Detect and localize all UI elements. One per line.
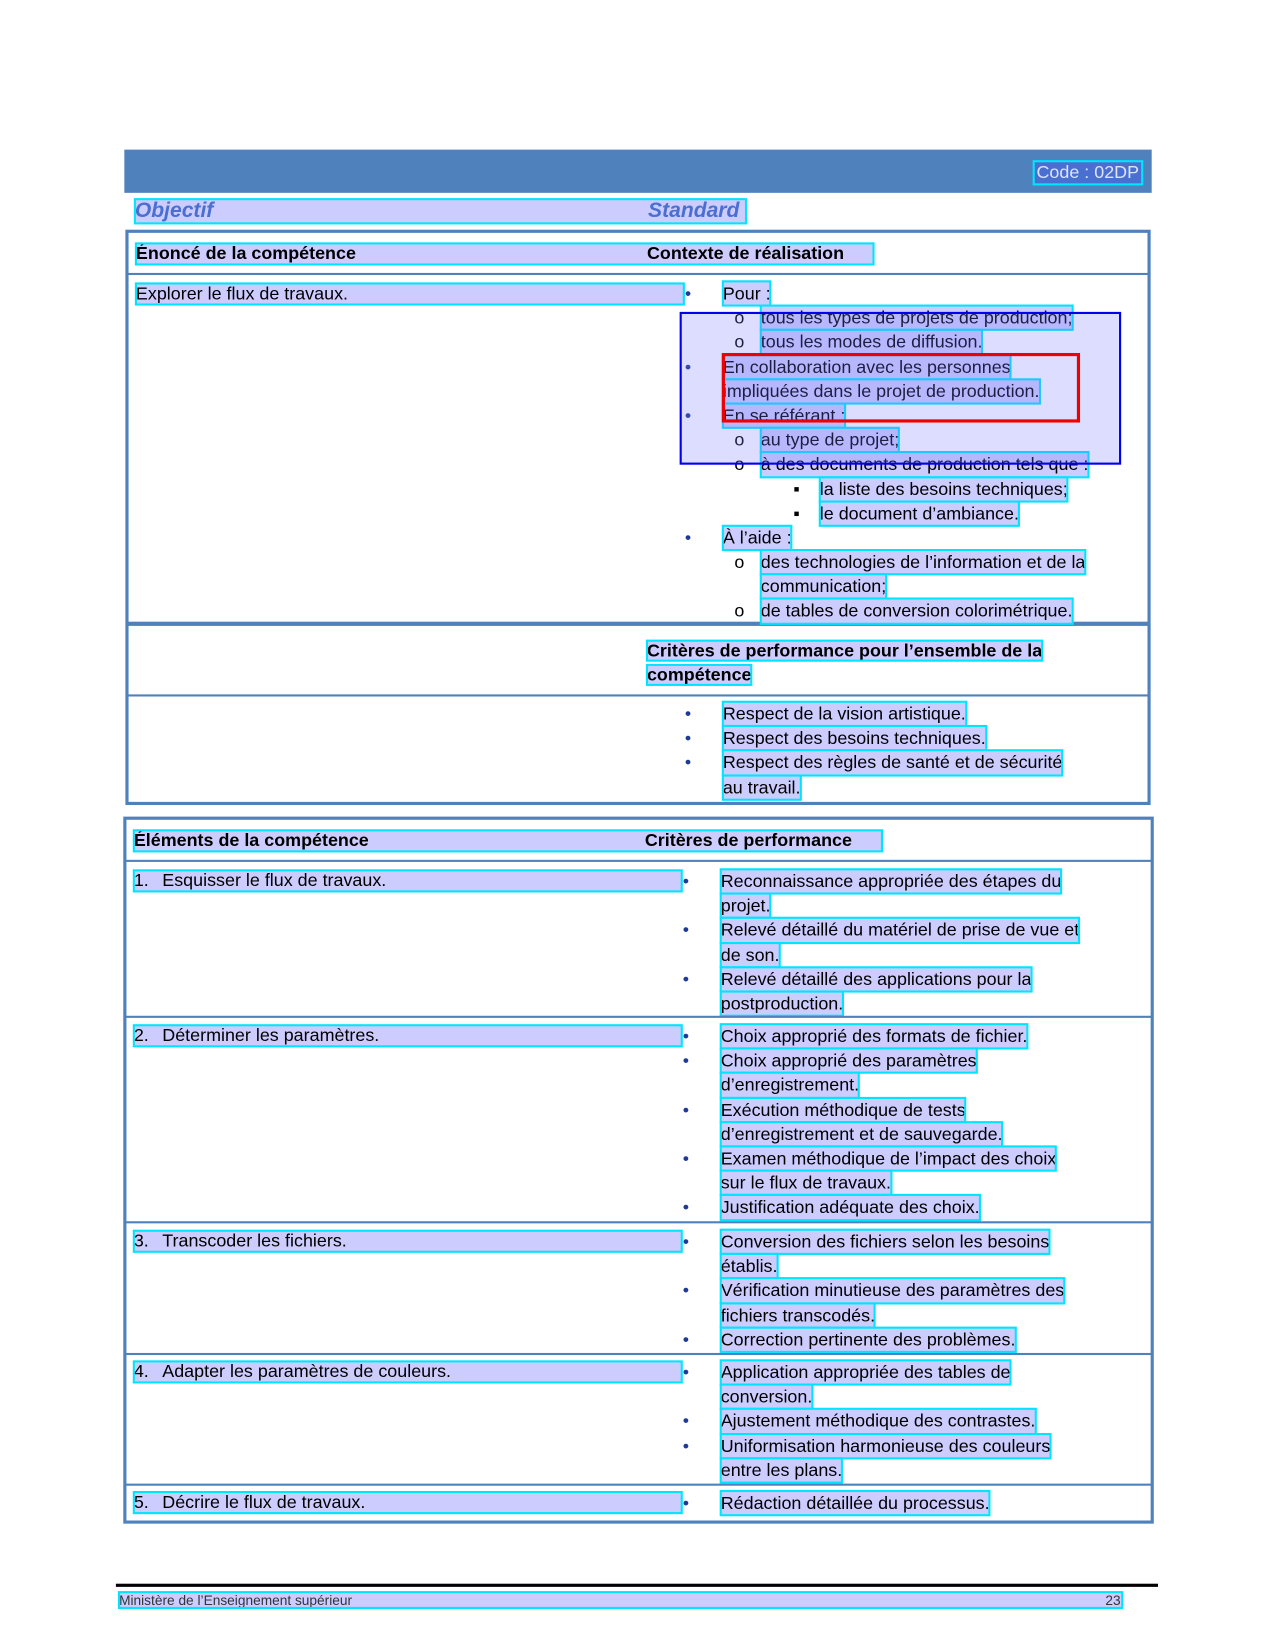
bullet-icon: • <box>684 405 692 426</box>
enonce-title: Énoncé de la compétence <box>135 243 356 264</box>
list-item-line <box>672 1073 1146 1097</box>
element-number: 2. <box>133 1025 149 1046</box>
list-item-line <box>672 1049 1146 1073</box>
list-item-line <box>672 1303 1146 1327</box>
bullet-icon: • <box>684 752 692 773</box>
highlight-rectangle <box>722 353 1080 423</box>
performance-header: Critères de performance <box>644 830 852 851</box>
element-criteria <box>672 1230 1146 1352</box>
bullet-icon: • <box>682 1026 690 1047</box>
bullet-icon: • <box>682 1099 690 1120</box>
element-criteria <box>672 1024 1146 1219</box>
criteria-overall-list <box>674 702 1148 800</box>
circle-bullet-icon: o <box>734 454 745 475</box>
list-item-text: au travail. <box>723 775 801 799</box>
list-item-text: Respect des besoins techniques. <box>723 726 986 750</box>
list-item-text: de tables de conversion colorimétrique. <box>761 599 1073 623</box>
element-number: 5. <box>133 1492 149 1513</box>
bullet-icon: • <box>684 283 692 304</box>
bullet-icon: • <box>682 871 690 892</box>
list-item-line <box>674 775 1148 799</box>
criteria-overall-header <box>647 639 1042 688</box>
circle-bullet-icon: o <box>734 307 745 328</box>
element-text: Déterminer les paramètres. <box>162 1025 380 1046</box>
list-item-text: Conversion des fichiers selon les besoins <box>721 1230 1050 1254</box>
list-item-text: Choix approprié des paramètres <box>721 1049 977 1073</box>
list-item-text: d’enregistrement et de sauvegarde. <box>721 1122 1003 1146</box>
footer-ministry <box>119 1592 1122 1608</box>
list-item-line <box>672 1146 1146 1170</box>
element-label <box>134 1361 682 1382</box>
list-item-text: Pour : <box>723 281 771 305</box>
list-item-text: En se référant : <box>723 404 845 428</box>
element-text: Adapter les paramètres de couleurs. <box>162 1361 452 1382</box>
list-item-text: communication; <box>761 575 886 599</box>
bullet-icon: • <box>682 920 690 941</box>
bullet-icon: • <box>682 969 690 990</box>
element-label <box>134 870 682 891</box>
bullet-icon: • <box>684 728 692 749</box>
element-label <box>134 1492 682 1513</box>
list-item-line <box>672 1409 1146 1433</box>
list-item-line <box>672 1171 1146 1195</box>
list-item-text: entre les plans. <box>721 1458 842 1482</box>
list-item-line <box>672 1434 1146 1458</box>
element-label <box>134 1025 682 1046</box>
list-item-text: projet. <box>721 894 771 918</box>
list-item-line <box>672 1122 1146 1146</box>
standard-label: Standard <box>648 199 740 223</box>
bullet-icon: • <box>682 1362 690 1383</box>
element-text: Esquisser le flux de travaux. <box>162 870 387 891</box>
list-item-line <box>672 1327 1146 1351</box>
list-item-line <box>672 1254 1146 1278</box>
list-item-text: impliquées dans le projet de production. <box>723 379 1040 403</box>
list-item-line <box>672 1195 1146 1219</box>
list-item-line <box>672 918 1146 942</box>
circle-bullet-icon: o <box>734 552 745 573</box>
list-item-text: En collaboration avec les personnes <box>723 355 1011 379</box>
list-item-line <box>672 943 1146 967</box>
divider <box>127 273 1148 275</box>
list-item-line <box>674 575 1148 599</box>
list-item-line <box>674 281 1148 305</box>
list-item-line <box>674 726 1148 750</box>
elements-title: Éléments de la compétence <box>133 830 369 851</box>
list-item-text: Rédaction détaillée du processus. <box>721 1491 990 1515</box>
list-item-text: Correction pertinente des problèmes. <box>721 1327 1016 1351</box>
list-item-line <box>674 702 1148 726</box>
element-number: 1. <box>133 870 149 891</box>
objectif-label: Objectif <box>135 199 746 223</box>
list-item-text: À l’aide : <box>723 526 792 550</box>
list-item-text: tous les modes de diffusion. <box>761 330 983 354</box>
list-item-line <box>672 1458 1146 1482</box>
list-item-text: conversion. <box>721 1385 813 1409</box>
list-item-text: d’enregistrement. <box>721 1073 859 1097</box>
list-item-text: sur le flux de travaux. <box>721 1171 891 1195</box>
list-item-text: établis. <box>721 1254 778 1278</box>
bullet-icon: • <box>684 703 692 724</box>
list-item-text: Vérification minutieuse des paramètres des <box>721 1279 1065 1303</box>
list-item-line <box>674 477 1148 501</box>
list-item-text: à des documents de production tels que : <box>761 452 1089 476</box>
bullet-icon: • <box>684 356 692 377</box>
list-item-text: postproduction. <box>721 991 843 1015</box>
list-item-text: Examen méthodique de l’impact des choix <box>721 1146 1057 1170</box>
list-item-line <box>672 991 1146 1015</box>
list-item-line <box>674 501 1148 525</box>
list-item-line <box>672 1097 1146 1121</box>
list-item-text: Respect de la vision artistique. <box>723 702 966 726</box>
list-item-line <box>672 1230 1146 1254</box>
element-text: Décrire le flux de travaux. <box>162 1492 366 1513</box>
bullet-icon: • <box>682 1231 690 1252</box>
header-bar <box>124 150 1151 193</box>
bullet-icon: • <box>682 1197 690 1218</box>
list-item-text: de son. <box>721 943 780 967</box>
list-item-line <box>672 1279 1146 1303</box>
list-item-text: la liste des besoins techniques; <box>820 477 1068 501</box>
bullet-icon: • <box>682 1411 690 1432</box>
context-header: Contexte de réalisation <box>646 243 845 264</box>
list-item-line <box>674 751 1148 775</box>
list-item-line <box>672 1024 1146 1048</box>
list-item-text: Choix approprié des formats de fichier. <box>721 1024 1028 1048</box>
bullet-icon: • <box>682 1435 690 1456</box>
list-item-text: Reconnaissance appropriée des étapes du <box>721 869 1062 893</box>
divider <box>125 860 1151 862</box>
list-item-text: Relevé détaillé du matériel de prise de vue et <box>721 918 1079 942</box>
ministry-text: Ministère de l’Enseignement supérieur <box>119 1592 353 1608</box>
list-item-line <box>674 526 1148 550</box>
list-item-text: des technologies de l’information et de la <box>761 550 1086 574</box>
row-divider <box>125 1221 1151 1223</box>
bullet-icon: • <box>682 1148 690 1169</box>
list-item-text: Uniformisation harmonieuse des couleurs <box>721 1434 1051 1458</box>
list-item-text: Ajustement méthodique des contrastes. <box>721 1409 1036 1433</box>
circle-bullet-icon: o <box>734 601 745 622</box>
bullet-icon: • <box>684 527 692 548</box>
list-item-line <box>672 967 1146 991</box>
element-criteria <box>672 1360 1146 1482</box>
element-text: Transcoder les fichiers. <box>162 1230 347 1251</box>
page-number: 23 <box>1105 1592 1121 1608</box>
footer-rule <box>116 1584 1158 1587</box>
program-code: Code : 02DP <box>1034 162 1141 183</box>
list-item-text: Relevé détaillé des applications pour la <box>721 967 1032 991</box>
circle-bullet-icon: o <box>734 332 745 353</box>
row-divider <box>125 1016 1151 1018</box>
list-item-line <box>672 1360 1146 1384</box>
list-item-text: Respect des règles de santé et de sécurité <box>723 751 1063 775</box>
list-item-text: au type de projet; <box>761 428 899 452</box>
list-item-line <box>672 1491 1146 1515</box>
list-item-text: le document d’ambiance. <box>820 501 1019 525</box>
element-criteria <box>672 869 1146 1016</box>
list-item-line <box>672 1385 1146 1409</box>
element-number: 3. <box>133 1230 149 1251</box>
bullet-icon: • <box>682 1493 690 1514</box>
row-divider <box>125 1353 1151 1355</box>
competence-statement: Explorer le flux de travaux. <box>136 283 684 304</box>
element-label <box>134 1231 682 1252</box>
list-item-text: Application appropriée des tables de <box>721 1360 1011 1384</box>
list-item-text: tous les types de projets de production; <box>761 306 1073 330</box>
list-item-line <box>674 599 1148 623</box>
divider <box>127 694 1148 696</box>
criteria-title-line: compétence <box>646 665 752 686</box>
bullet-icon: • <box>682 1050 690 1071</box>
element-criteria <box>672 1491 1146 1515</box>
circle-bullet-icon: o <box>734 430 745 451</box>
square-bullet-icon: ▪ <box>793 478 800 499</box>
list-item-line <box>672 894 1146 918</box>
list-item-line <box>672 869 1146 893</box>
list-item-text: Justification adéquate des choix. <box>721 1195 980 1219</box>
criteria-title-line: Critères de performance pour l’ensemble de la <box>646 640 1043 661</box>
bullet-icon: • <box>682 1329 690 1350</box>
element-number: 4. <box>133 1361 149 1382</box>
bullet-icon: • <box>682 1280 690 1301</box>
square-bullet-icon: ▪ <box>793 503 800 524</box>
list-item-text: fichiers transcodés. <box>721 1303 875 1327</box>
list-item-text: Exécution méthodique de tests <box>721 1097 966 1121</box>
row-divider <box>125 1484 1151 1486</box>
list-item-line <box>674 550 1148 574</box>
